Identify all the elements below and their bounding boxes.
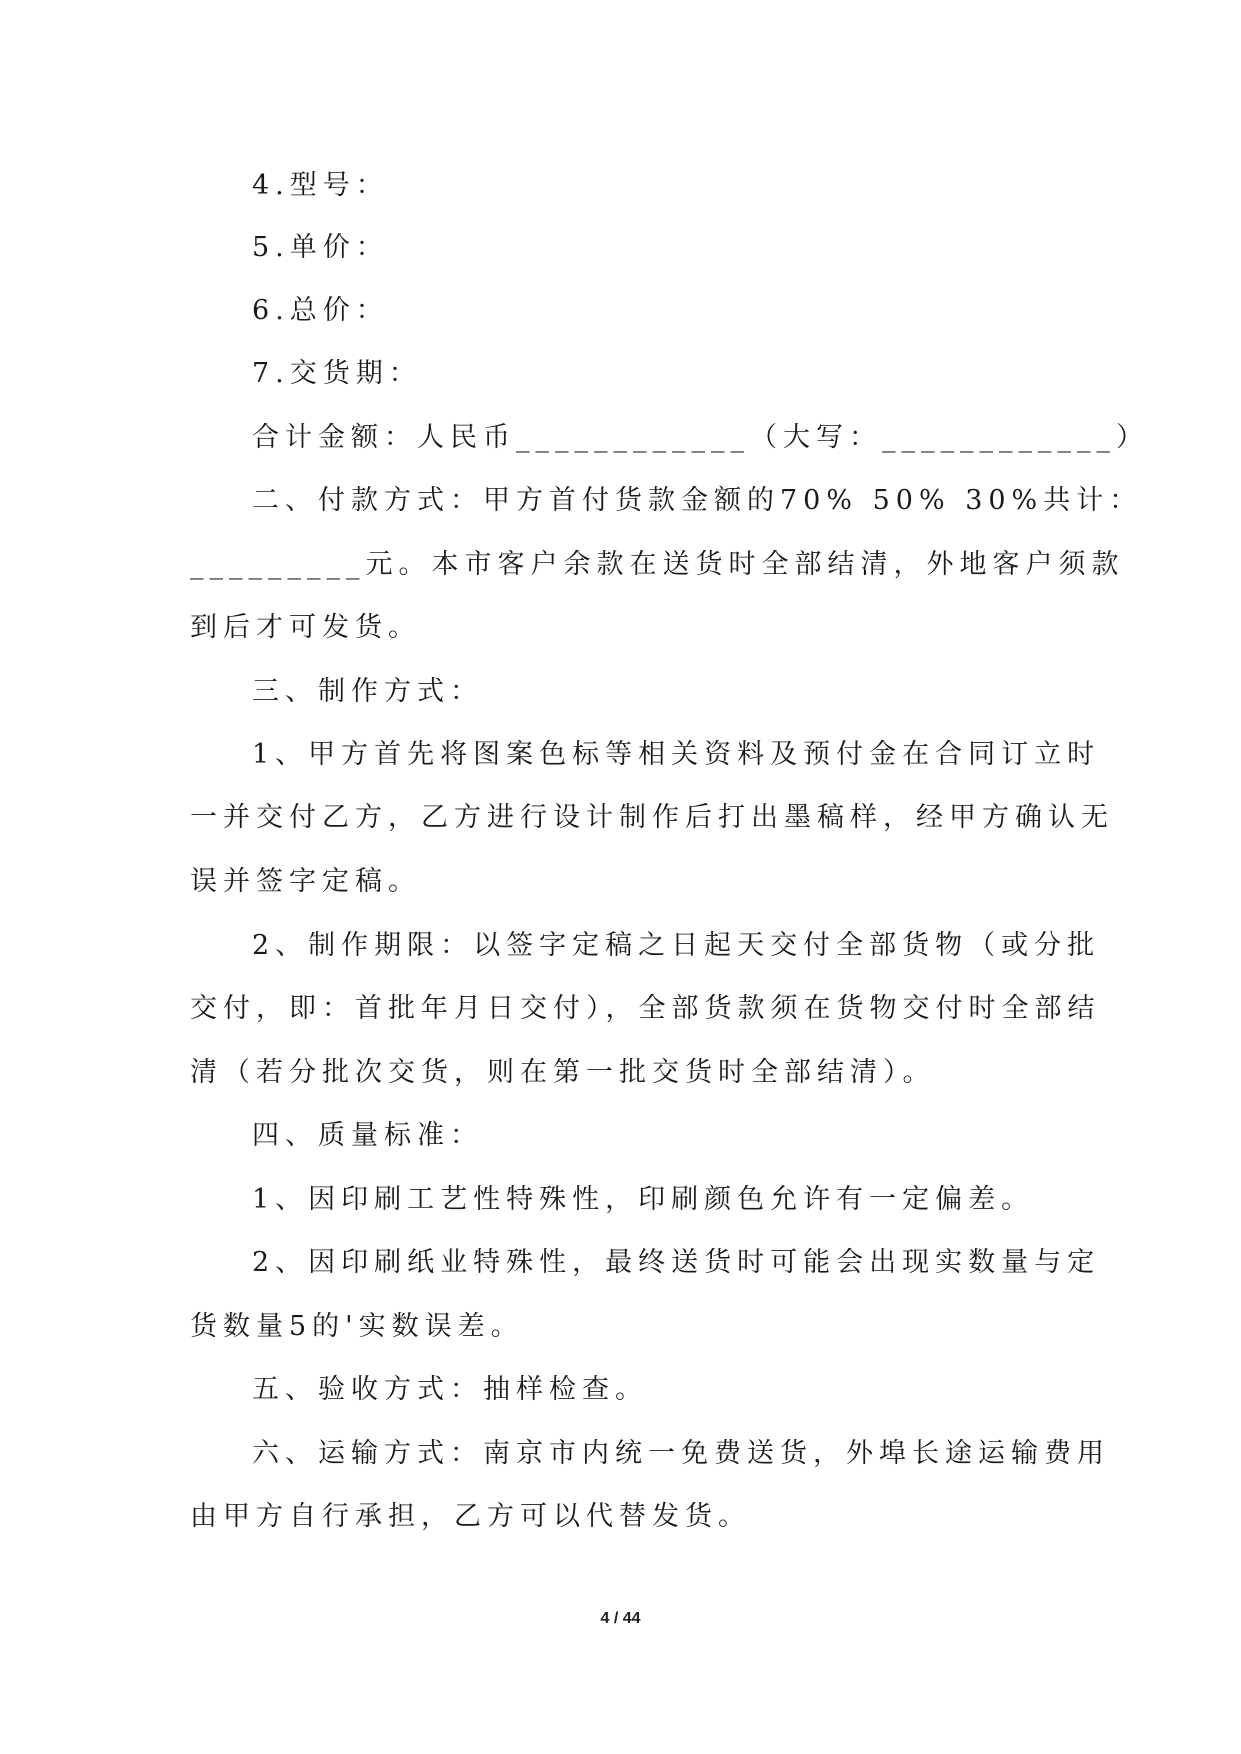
page-number: 4 / 44 xyxy=(600,1610,641,1627)
production-clause-2-line-2: 交付，即：首批年月日交付），全部货款须在货物交付时全部结 xyxy=(190,993,1101,1024)
section-payment-heading: 二、付款方式：甲方首付货款金额的70% 50% 30%共计： xyxy=(252,485,1143,516)
section-transport-line-1: 六、运输方式：南京市内统一免费送货，外埠长途运输费用 xyxy=(252,1438,1110,1469)
item-unit-price: 5.单价： xyxy=(252,232,389,263)
quality-clause-1: 1、因印刷工艺性特殊性，印刷颜色允许有一定偏差。 xyxy=(252,1184,1035,1215)
payment-text-line-2: _________元。本市客户余款在送货时全部结清，外地客户须款 xyxy=(190,549,1125,580)
production-clause-2-line-1: 2、制作期限：以签字定稿之日起天交付全部货物（或分批 xyxy=(252,930,1101,961)
production-clause-1-line-1: 1、甲方首先将图案色标等相关资料及预付金在合同订立时 xyxy=(252,739,1101,770)
item-total-price: 6.总价： xyxy=(252,295,389,326)
section-acceptance-heading: 五、验收方式：抽样检查。 xyxy=(252,1374,648,1405)
production-clause-1-line-2: 一并交付乙方，乙方进行设计制作后打出墨稿样，经甲方确认无 xyxy=(190,802,1114,833)
section-quality-heading: 四、质量标准： xyxy=(252,1120,483,1151)
payment-text-line-3: 到后才可发货。 xyxy=(190,612,421,643)
quality-clause-2-line-2: 货数量5的'实数误差。 xyxy=(190,1311,524,1342)
section-production-heading: 三、制作方式： xyxy=(252,676,483,707)
production-clause-1-line-3: 误并签字定稿。 xyxy=(190,866,421,897)
production-clause-2-line-3: 清（若分批次交货，则在第一批交货时全部结清）。 xyxy=(190,1057,936,1088)
section-transport-line-2: 由甲方自行承担，乙方可以代替发货。 xyxy=(190,1501,751,1532)
item-model: 4.型号： xyxy=(252,170,389,201)
item-delivery-date: 7.交货期： xyxy=(252,358,422,389)
quality-clause-2-line-1: 2、因印刷纸业特殊性，最终送货时可能会出现实数量与定 xyxy=(252,1247,1101,1278)
total-amount-line: 合计金额：人民币____________（大写：____________） xyxy=(252,422,1149,453)
